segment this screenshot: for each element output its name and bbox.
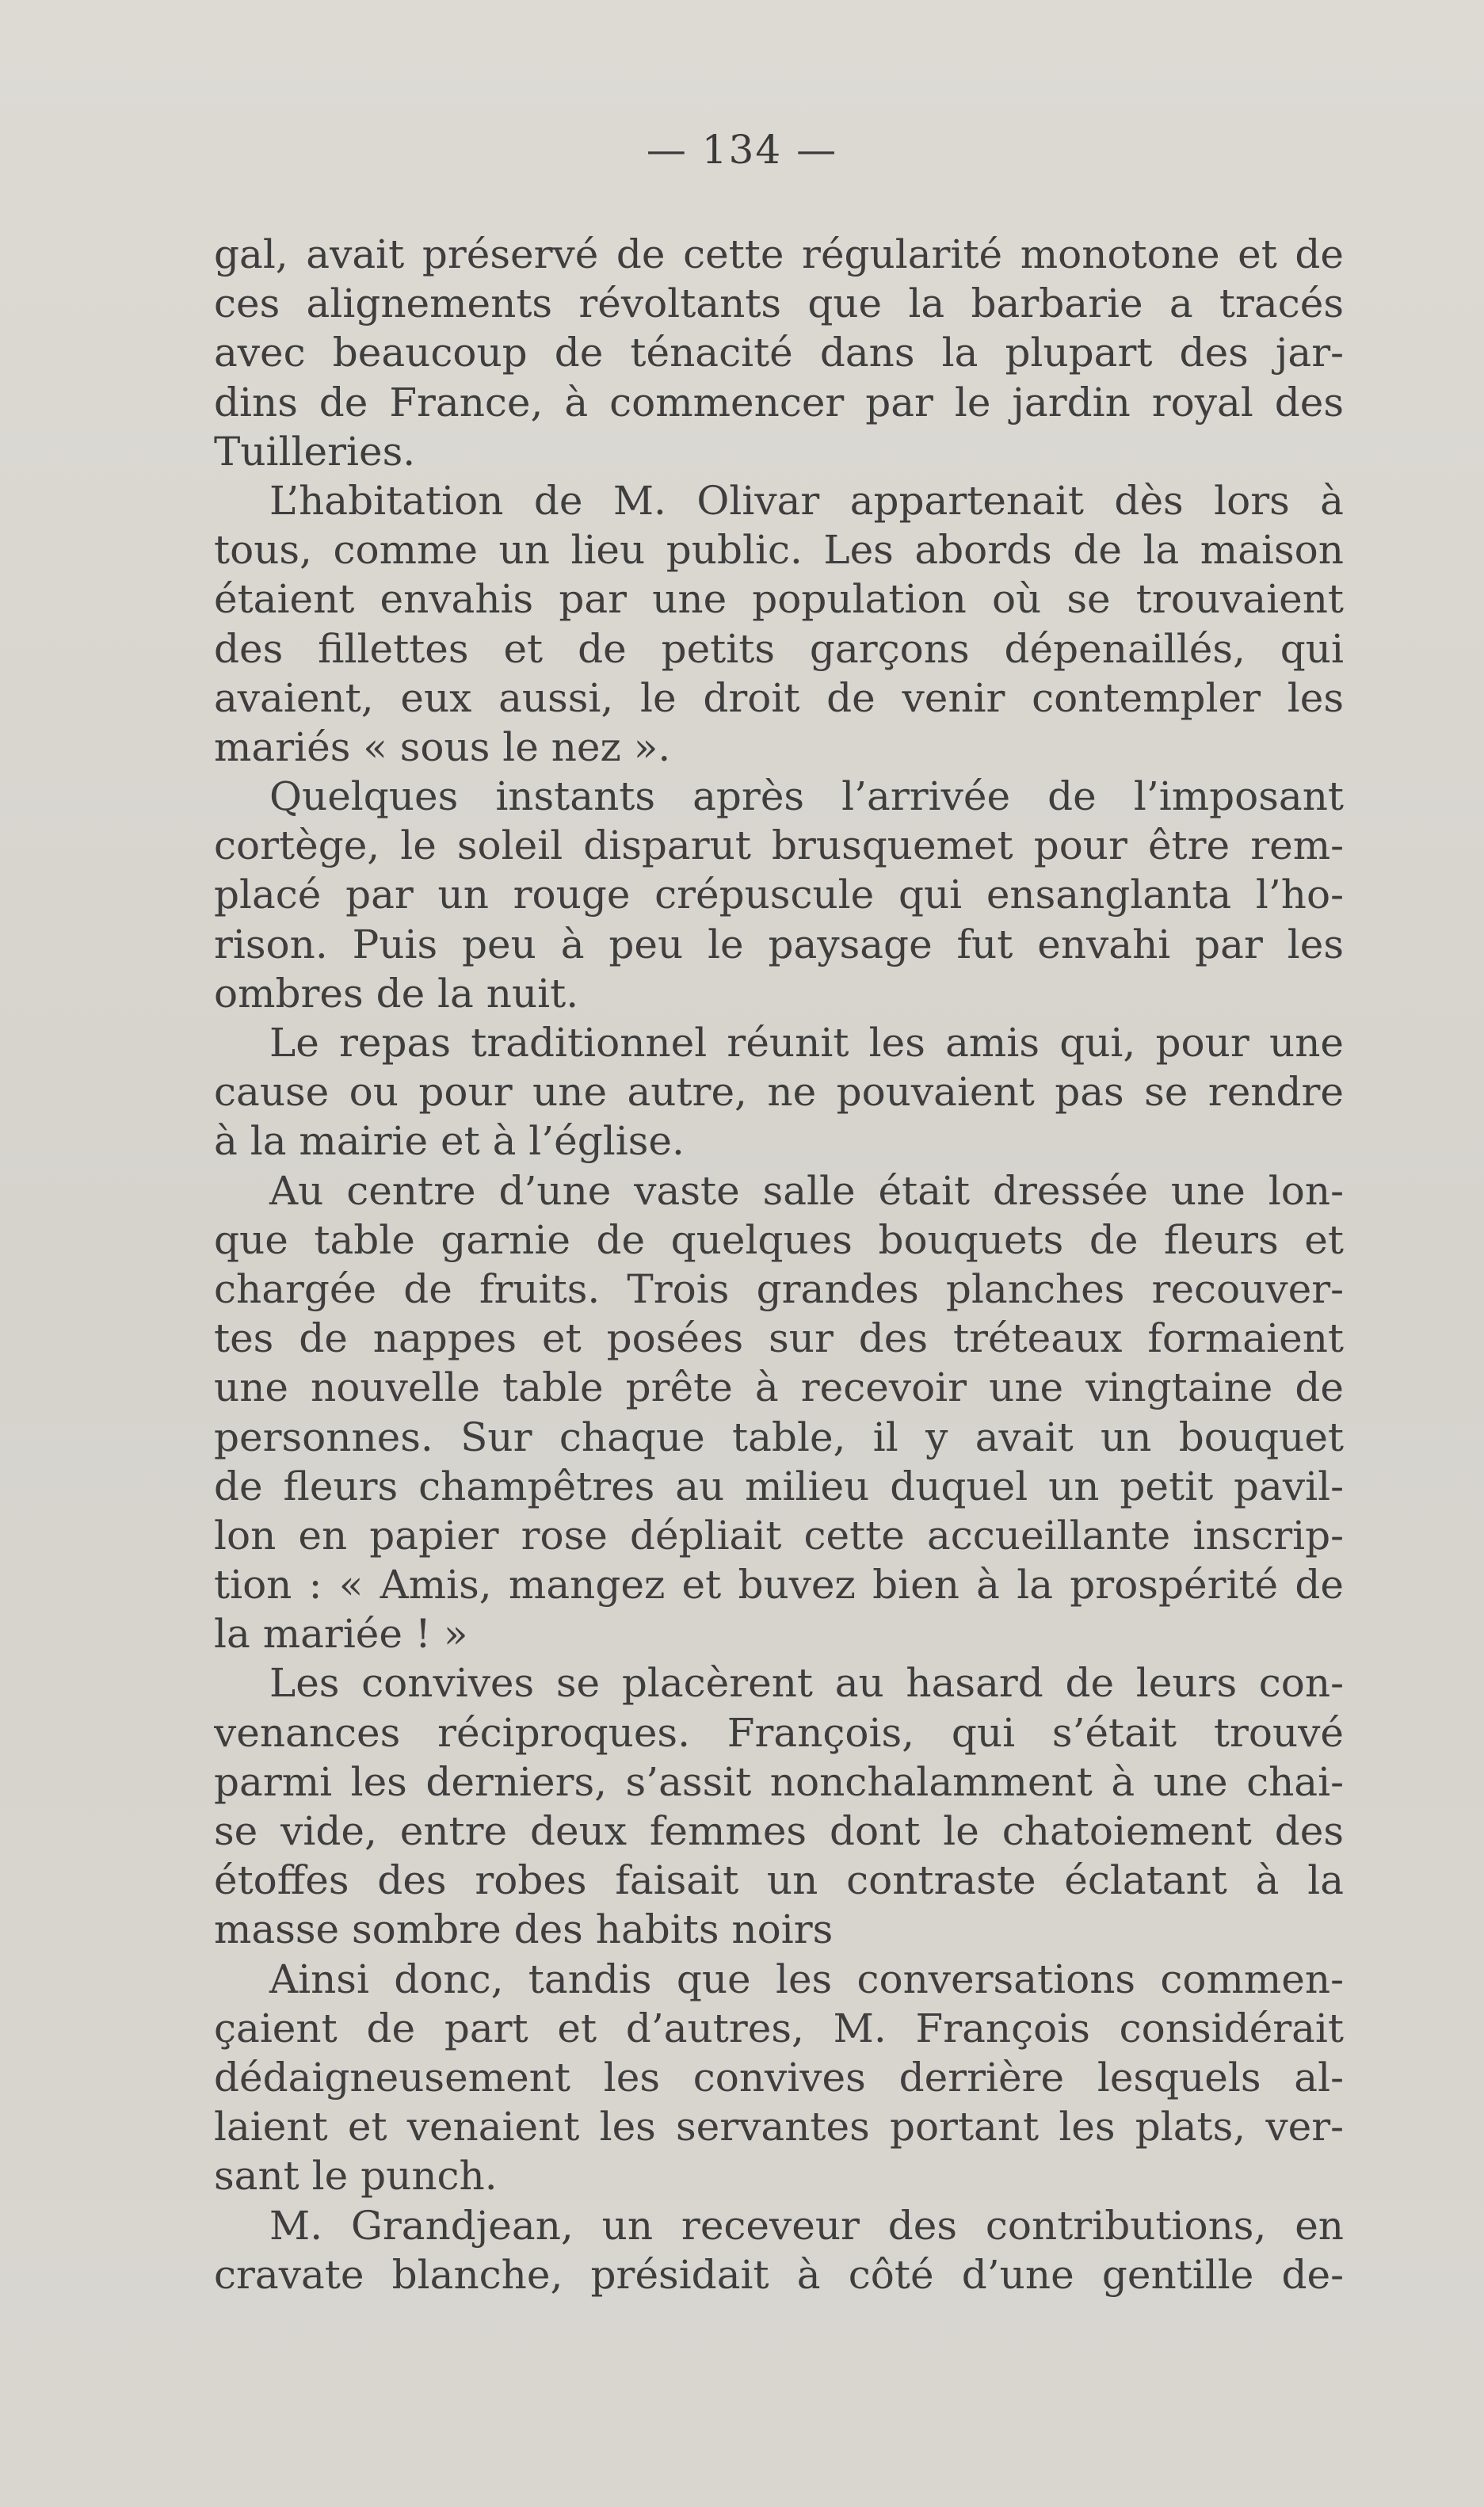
text-line: ces alignements révoltants que la barbarie a tracés (214, 280, 1344, 327)
text-line: cortège, le soleil disparut brusquemet pour être rem- (214, 822, 1344, 869)
text-line: avaient, eux aussi, le droit de venir contempler les (214, 674, 1344, 721)
text-line: de fleurs champêtres au milieu duquel un petit pavil- (214, 1463, 1344, 1509)
text-line: personnes. Sur chaque table, il y avait un bouquet (214, 1414, 1344, 1460)
text-line: L’habitation de M. Olivar appartenait dès lors à (269, 477, 1344, 524)
text-line: cause ou pour une autre, ne pouvaient pas se rendre (214, 1069, 1344, 1116)
text-line: dédaigneusement les convives derrière lesquels al- (214, 2054, 1344, 2101)
text-line: venances réciproques. François, qui s’était trouvé (214, 1709, 1344, 1756)
text-line: Ainsi donc, tandis que les conversations commen- (269, 1956, 1344, 2002)
text-line: avec beaucoup de ténacité dans la plupart des jar- (214, 330, 1344, 376)
text-line: se vide, entre deux femmes dont le chatoiement des (214, 1808, 1344, 1854)
text-line: étaient envahis par une population où se trouvaient (214, 576, 1344, 623)
text-line: tous, comme un lieu public. Les abords de la maison (214, 527, 1344, 574)
text-line: ombres de la nuit. (214, 970, 579, 1017)
text-line: masse sombre des habits noirs (214, 1906, 834, 1953)
text-line: Les convives se placèrent au hasard de leurs con- (269, 1660, 1344, 1707)
text-line: laient et venaient les servantes portant les plats, ver- (214, 2104, 1344, 2150)
text-line: une nouvelle table prête à recevoir une vingtaine de (214, 1364, 1344, 1411)
text-line: Le repas traditionnel réunit les amis qui, pour une (269, 1020, 1344, 1066)
text-line: chargée de fruits. Trois grandes planches recouver- (214, 1265, 1344, 1312)
text-line: gal, avait préservé de cette régularité monotone et de (214, 231, 1344, 277)
text-line: Quelques instants après l’arrivée de l’imposant (269, 773, 1344, 820)
text-line: des fillettes et de petits garçons dépenaillés, qui (214, 625, 1344, 672)
text-line: Tuilleries. (214, 428, 416, 475)
text-line: à la mairie et à l’église. (214, 1118, 685, 1165)
text-line: parmi les derniers, s’assit nonchalamment à une chai- (214, 1758, 1344, 1805)
text-line: rison. Puis peu à peu le paysage fut envahi par les (214, 921, 1344, 967)
text-line: que table garnie de quelques bouquets de fleurs et (214, 1216, 1344, 1263)
text-line: çaient de part et d’autres, M. François considérait (214, 2005, 1344, 2051)
text-line: la mariée ! » (214, 1611, 468, 1658)
text-line: lon en papier rose dépliait cette accueillante inscrip- (214, 1512, 1344, 1559)
text-line: Au centre d’une vaste salle était dressée une lon- (269, 1167, 1344, 1214)
text-line: étoffes des robes faisait un contraste éclatant à la (214, 1857, 1344, 1904)
body-text (214, 230, 1344, 2299)
text-line: dins de France, à commencer par le jardin royal des (214, 379, 1344, 425)
text-line: M. Grandjean, un receveur des contributions, en (269, 2202, 1344, 2249)
text-line: tes de nappes et posées sur des tréteaux formaient (214, 1315, 1344, 1362)
page-number: — 134 — (646, 127, 838, 173)
text-line: mariés « sous le nez ». (214, 723, 671, 770)
text-line: cravate blanche, présidait à côté d’une gentille de- (214, 2251, 1344, 2298)
text-line: placé par un rouge crépuscule qui ensanglanta l’ho- (214, 872, 1344, 918)
text-line: sant le punch. (214, 2153, 498, 2200)
text-line: tion : « Amis, mangez et buvez bien à la prospérité de (214, 1562, 1344, 1608)
